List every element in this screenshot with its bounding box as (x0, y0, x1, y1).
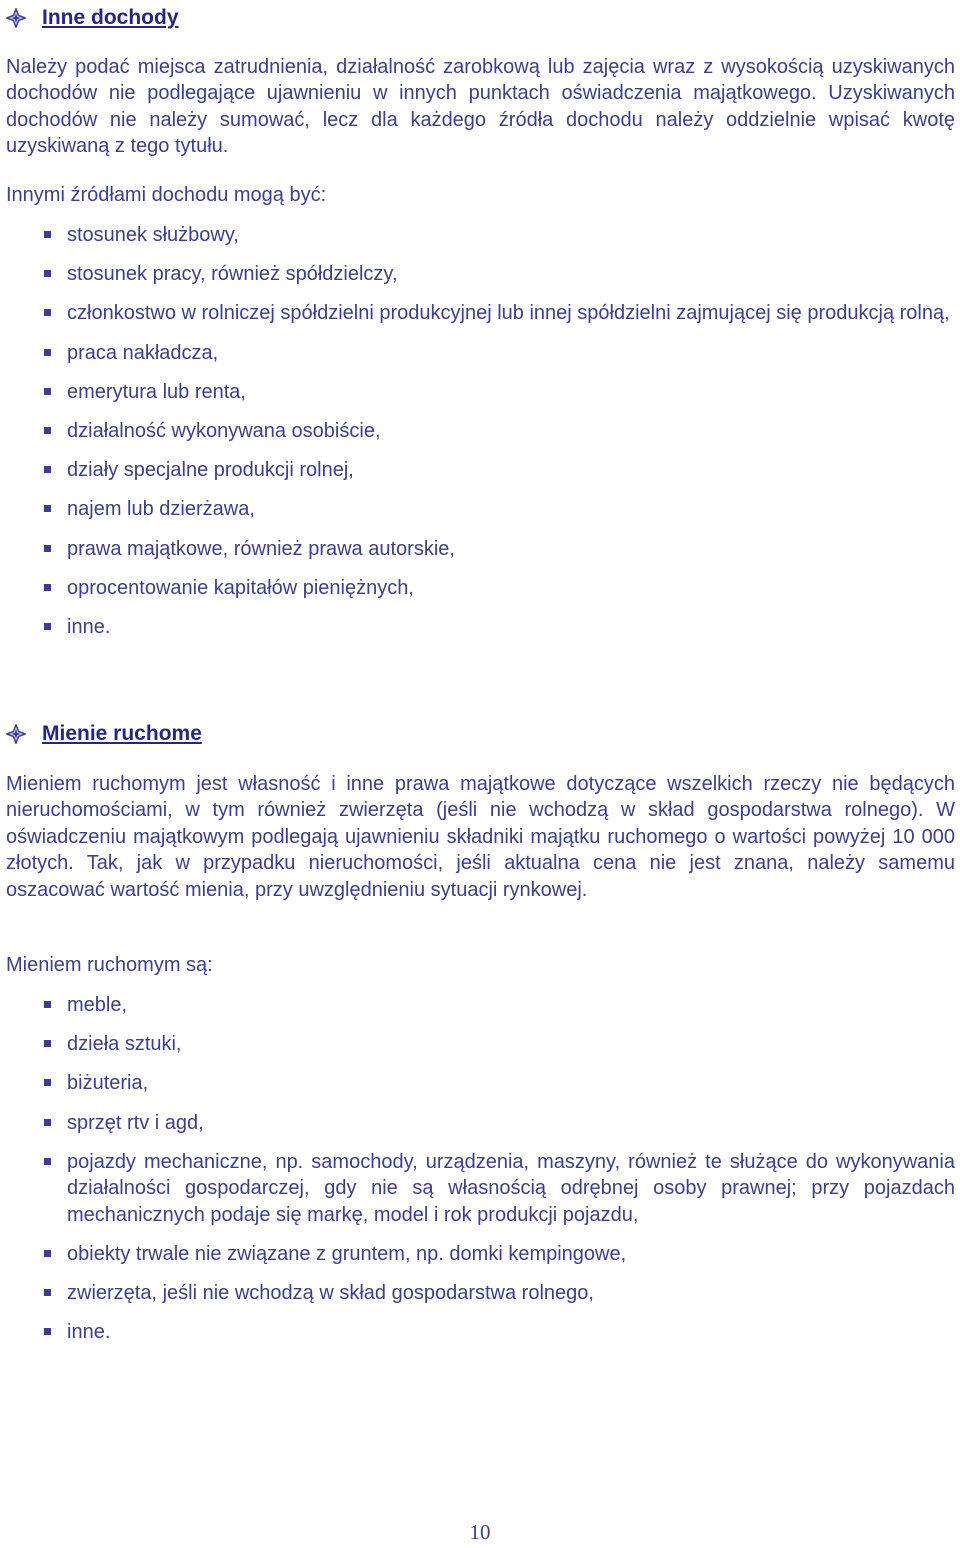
list-item-text: oprocentowanie kapitałów pieniężnych, (67, 576, 414, 599)
list-item (0, 614, 955, 640)
diamond-bullet-icon (6, 8, 26, 28)
square-bullet-icon (44, 309, 51, 316)
list-item-text: zwierzęta, jeśli nie wchodzą w skład gospodarstwa rolnego, (67, 1282, 594, 1305)
square-bullet-icon (44, 388, 51, 395)
list-item (0, 261, 955, 287)
list-item-text: prawa majątkowe, również prawa autorskie, (67, 537, 455, 560)
income-sources-list (0, 222, 955, 640)
list-item-text: działy specjalne produkcji rolnej, (67, 459, 354, 482)
list-item-text: inne. (67, 616, 111, 639)
list-item (0, 222, 955, 248)
list-item-text: obiekty trwale nie związane z gruntem, np. domki kempingowe, (67, 1242, 627, 1265)
list-item-text: inne. (67, 1321, 111, 1344)
list-item-text: sprzęt rtv i agd, (67, 1111, 204, 1134)
list-item (0, 496, 955, 522)
square-bullet-icon (44, 1158, 51, 1165)
square-bullet-icon (44, 545, 51, 552)
square-bullet-icon (44, 1001, 51, 1008)
list-item (0, 379, 955, 405)
section-paragraph: Mieniem ruchomym jest własność i inne prawa majątkowe dotyczące wszelkich rzeczy nie będących nieruchomościami, w tym również zwierzęta (jeśli nie wchodzą w skład gospodarstwa rolnego). W oświadczeniu majątkowym podlegają ujawnieniu składniki majątku ruchomego o wartości powyżej 10 000 złotych. Tak, jak w przypadku nieruchomości, jeśli aktualna cena nie jest znana, należy samemu oszacować wartość mienia, przy uwzględnieniu sytuacji rynkowej. (6, 773, 955, 901)
list-item-text: działalność wykonywana osobiście, (67, 420, 381, 443)
section-heading-inne-dochody (6, 6, 179, 30)
list-item (0, 1241, 955, 1267)
square-bullet-icon (44, 349, 51, 356)
list-item (0, 1031, 955, 1057)
list-item (0, 340, 955, 366)
square-bullet-icon (44, 1289, 51, 1296)
list-lead: Innymi źródłami dochodu mogą być: (6, 184, 327, 206)
section-title: Inne dochody (42, 6, 179, 29)
square-bullet-icon (44, 1040, 51, 1047)
square-bullet-icon (44, 1328, 51, 1335)
list-item (0, 1280, 955, 1306)
square-bullet-icon (44, 466, 51, 473)
diamond-bullet-icon (6, 724, 26, 744)
list-item (0, 418, 955, 444)
section-title: Mienie ruchome (42, 722, 202, 745)
square-bullet-icon (44, 1119, 51, 1126)
list-item-text: stosunek pracy, również spółdzielczy, (67, 263, 398, 286)
square-bullet-icon (44, 427, 51, 434)
square-bullet-icon (44, 1250, 51, 1257)
list-item (0, 1319, 955, 1345)
list-item-text: meble, (67, 994, 128, 1016)
list-item-text: dzieła sztuki, (67, 1033, 182, 1056)
list-item-text: stosunek służbowy, (67, 224, 239, 246)
square-bullet-icon (44, 1079, 51, 1086)
movable-property-list (0, 992, 955, 1346)
list-item-text: członkostwo w rolniczej spółdzielni produkcyjnej lub innej spółdzielni zajmującej się produkcją rolną, (67, 302, 950, 325)
list-item (0, 575, 955, 601)
list-item-text: pojazdy mechaniczne, np. samochody, urządzenia, maszyny, również te służące do wykonywania działalności gospodarczej, gdy nie są własnością odrębnej osoby prawnej; przy pojazdach mechanicznych podaje się markę, model i rok produkcji pojazdu, (67, 1150, 955, 1226)
list-item-text: emerytura lub renta, (67, 380, 246, 403)
page-number: 10 (469, 1520, 491, 1544)
square-bullet-icon (44, 623, 51, 630)
section-paragraph: Należy podać miejsca zatrudnienia, działalność zarobkową lub zajęcia wraz z wysokością uzyskiwanych dochodów nie podlegające ujawnieniu w innych punktach oświadczenia majątkowego. Uzyskiwanych dochodów nie należy sumować, lecz dla każdego źródła dochodu należy oddzielnie wpisać kwotę uzyskiwaną z tego tytułu. (6, 56, 955, 158)
list-lead: Mieniem ruchomym są: (6, 954, 213, 976)
square-bullet-icon (44, 584, 51, 591)
list-item (0, 992, 955, 1018)
list-item (0, 1070, 955, 1096)
list-item (0, 300, 955, 326)
section-heading-mienie-ruchome (6, 722, 202, 746)
square-bullet-icon (44, 231, 51, 238)
list-item-text: najem lub dzierżawa, (67, 498, 255, 521)
list-item (0, 457, 955, 483)
list-item-text: praca nakładcza, (67, 341, 219, 364)
square-bullet-icon (44, 505, 51, 512)
list-item-text: biżuteria, (67, 1072, 149, 1095)
list-item (0, 1149, 955, 1228)
square-bullet-icon (44, 270, 51, 277)
list-item (0, 1110, 955, 1136)
list-item (0, 536, 955, 562)
